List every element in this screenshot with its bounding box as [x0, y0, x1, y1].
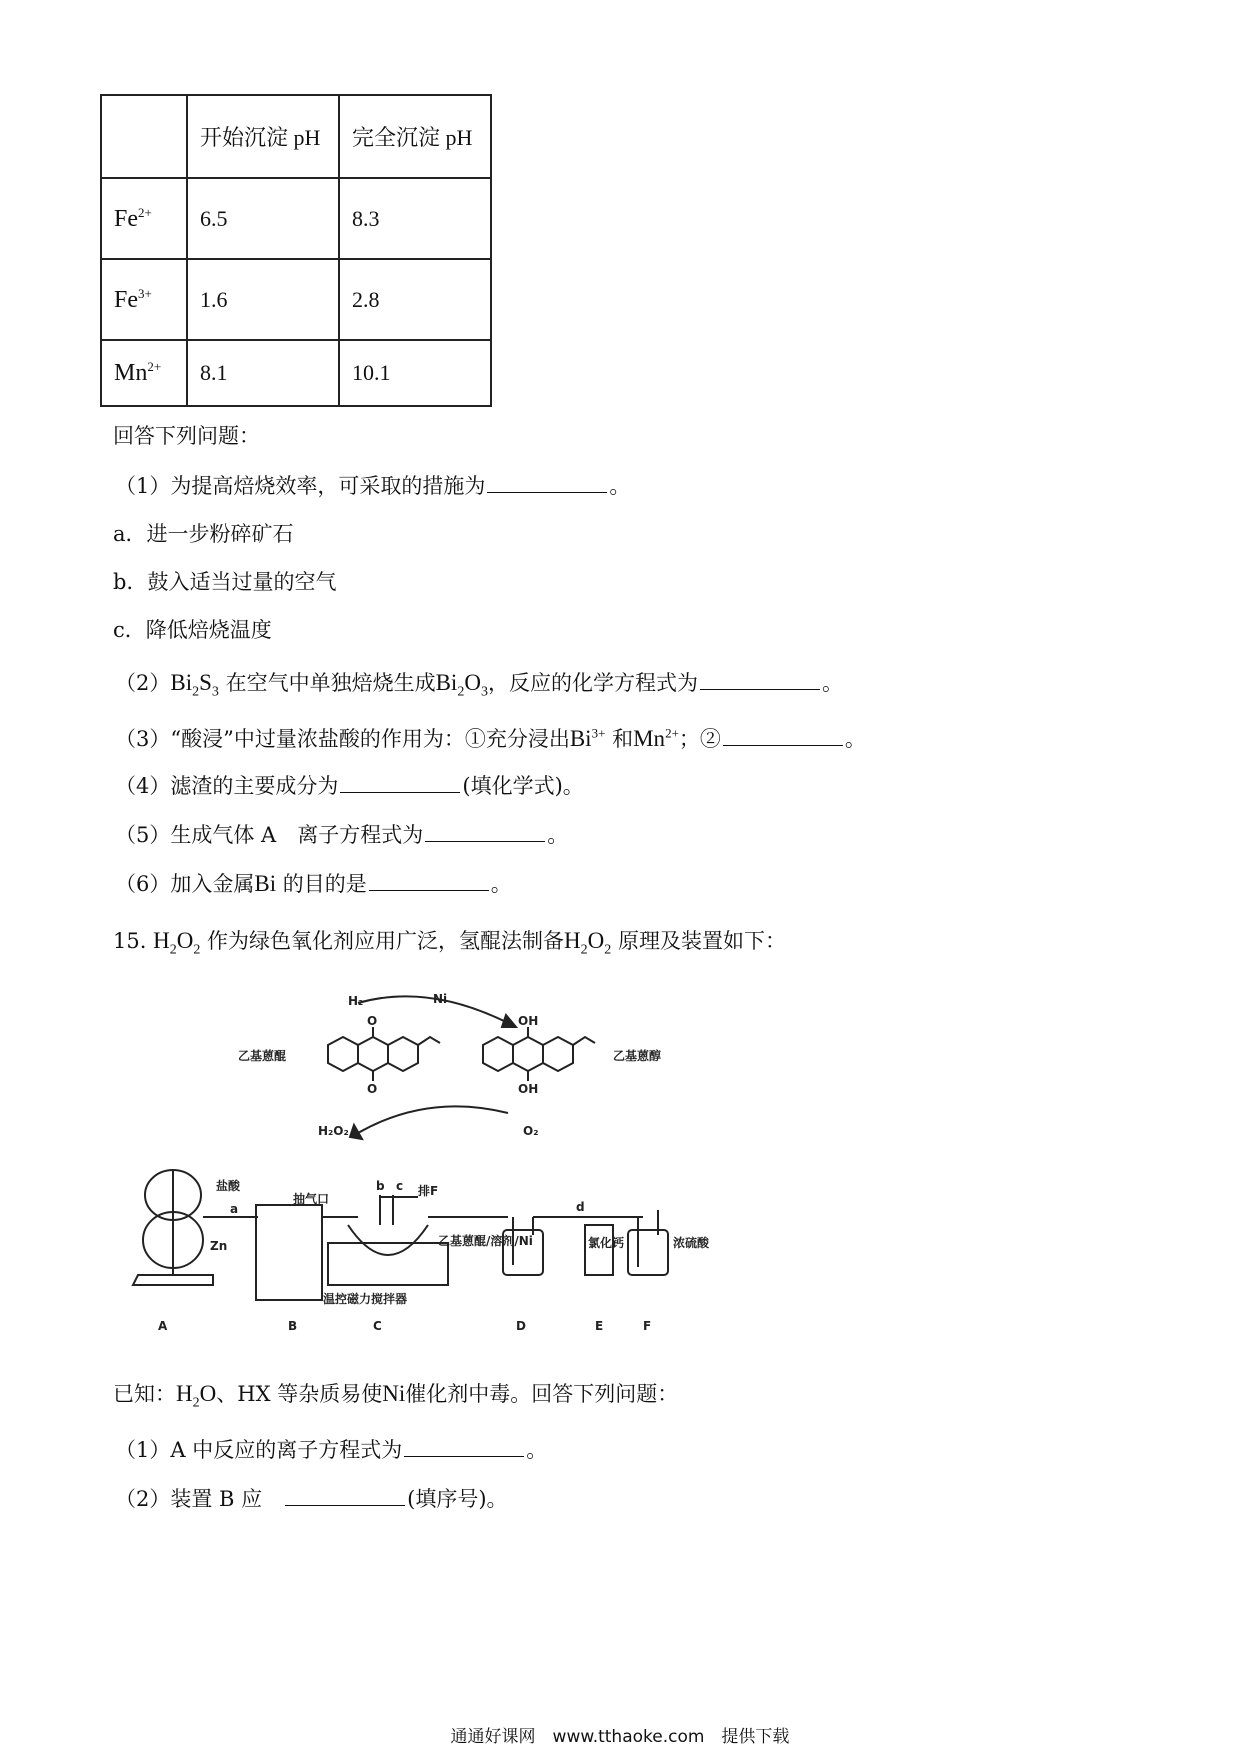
option-a: a．进一步粉碎矿石	[113, 522, 294, 546]
label-h2o2: H₂O₂	[318, 1124, 349, 1138]
answer-blank[interactable]	[369, 872, 489, 891]
question-text: （4）滤渣的主要成分为	[115, 774, 339, 798]
formula-h2o2: $H_2O_2$	[153, 928, 201, 958]
formula-bi2s3: $Bi_2S_3$	[170, 670, 219, 700]
q14-part1	[115, 470, 630, 500]
ion-cell	[101, 340, 187, 406]
answer-blank[interactable]	[404, 1438, 524, 1457]
label-f: F	[643, 1319, 652, 1333]
question-text: 催化剂中毒。回答下列问题：	[405, 1382, 679, 1406]
complete-ph-cell: 10.1	[339, 340, 491, 406]
question-text: （2）装置 B 应	[115, 1487, 284, 1511]
label-ni: Ni	[433, 992, 448, 1006]
label-right-compound: 乙基蒽醇	[613, 1049, 662, 1063]
question-text: 和	[612, 727, 634, 751]
label-f-bottle: 浓硫酸	[673, 1236, 710, 1250]
option-c: c．降低焙烧温度	[113, 618, 272, 642]
question-text: ，反应的化学方程式为	[487, 671, 698, 695]
label-d: D	[516, 1319, 526, 1333]
label-left-compound: 乙基蒽醌	[238, 1049, 287, 1063]
punctuation: 。	[490, 872, 512, 896]
q14-intro: 回答下列问题：	[113, 424, 260, 448]
punctuation: 。	[547, 823, 569, 847]
oxidation-arrow	[358, 1106, 508, 1133]
label-o2: O₂	[523, 1124, 539, 1138]
q15-known	[113, 1378, 678, 1412]
label-oh-top: OH	[518, 1014, 539, 1028]
question-text: 在空气中单独焙烧生成	[225, 671, 436, 695]
question-text: （1）为提高焙烧效率，可采取的措施为	[115, 474, 486, 498]
arrowhead	[502, 1015, 516, 1027]
label-h2: H₂	[348, 994, 364, 1008]
precipitation-ph-table	[100, 94, 492, 407]
q15-part1	[115, 1434, 547, 1464]
question-text: (填序号)。	[407, 1487, 508, 1511]
complete-ph-cell: 2.8	[339, 259, 491, 340]
formula-h2o: $H_2O$	[176, 1381, 217, 1411]
question-text: （5）生成气体 A 离子方程式为	[115, 823, 424, 847]
label-c: C	[373, 1319, 382, 1333]
question-text: (填化学式)。	[462, 774, 584, 798]
question-text: 、HX 等杂质易使	[216, 1382, 383, 1406]
q15-intro	[113, 925, 786, 959]
formula-h2o2: $H_2O_2$	[564, 928, 612, 958]
label-vent: 排F	[418, 1184, 439, 1198]
table-header-cell: 开始沉淀 pH	[187, 95, 339, 178]
complete-ph-cell: 8.3	[339, 178, 491, 259]
reaction-apparatus-figure	[118, 985, 783, 1345]
option-b: b．鼓入适当过量的空气	[113, 570, 337, 594]
table-header-cell	[101, 95, 187, 178]
punctuation: 。	[609, 474, 631, 498]
table-header-cell: 完全沉淀 pH	[339, 95, 491, 178]
table-row	[101, 340, 491, 406]
start-ph-cell: 8.1	[187, 340, 339, 406]
answer-blank[interactable]	[425, 823, 545, 842]
q14-part4	[115, 770, 584, 800]
ion-symbol: Fe	[114, 205, 138, 232]
q14-part5	[115, 819, 568, 849]
answer-blank[interactable]	[340, 774, 460, 793]
label-o-bottom: O	[367, 1082, 378, 1096]
page-footer: 通通好课网 www.tthaoke.com 提供下载	[450, 1727, 790, 1747]
question-text: ；②	[678, 727, 721, 751]
question-text: 原理及装置如下：	[617, 929, 786, 953]
question-text: 的目的是	[282, 872, 367, 896]
punctuation: 。	[821, 671, 843, 695]
label-zn: Zn	[210, 1239, 228, 1253]
answer-blank[interactable]	[285, 1487, 405, 1506]
answer-blank[interactable]	[487, 474, 607, 493]
table-row	[101, 259, 491, 340]
label-solvent: 乙基蒽醌/溶剂/Ni	[438, 1234, 533, 1248]
table-header-row	[101, 95, 491, 178]
formula-bi: Bi	[254, 871, 277, 896]
q15-part2	[115, 1483, 508, 1513]
start-ph-cell: 6.5	[187, 178, 339, 259]
ethylanthrahydroquinone-structure	[483, 1027, 595, 1081]
label-oh-bottom: OH	[518, 1082, 539, 1096]
answer-blank[interactable]	[723, 727, 843, 746]
answer-blank[interactable]	[700, 671, 820, 690]
question-number: （2）	[115, 671, 171, 695]
question-text: 已知：	[113, 1382, 176, 1406]
punctuation: 。	[844, 727, 866, 751]
label-e-bottle: 氯化钙	[588, 1236, 625, 1250]
q14-part2	[115, 667, 843, 701]
table-row	[101, 178, 491, 259]
label-o-top: O	[367, 1014, 378, 1028]
label-valve-c: c	[396, 1179, 404, 1193]
start-ph-cell: 1.6	[187, 259, 339, 340]
q14-part6	[115, 868, 512, 898]
label-valve-d: d	[576, 1200, 585, 1214]
formula-bi3-ion: $Bi^{3+}$	[569, 725, 606, 751]
label-a: A	[158, 1319, 168, 1333]
question-text: 作为绿色氧化剂应用广泛，氢醌法制备	[207, 929, 565, 953]
ion-charge: 2+	[138, 204, 152, 220]
label-exhaust-port: 抽气口	[293, 1192, 330, 1206]
label-e: E	[595, 1319, 604, 1333]
label-valve-b: b	[376, 1179, 385, 1193]
label-hcl: 盐酸	[216, 1179, 241, 1193]
ion-symbol: Mn	[114, 360, 148, 386]
question-text: （1）A 中反应的离子方程式为	[115, 1438, 403, 1462]
label-stirrer: 温控磁力搅拌器	[323, 1292, 408, 1306]
question-number: 15.	[113, 929, 147, 953]
formula-mn2-ion: $Mn^{2+}$	[633, 725, 679, 751]
question-text: （3）“酸浸”中过量浓盐酸的作用为：①充分浸出	[115, 727, 570, 751]
ion-cell	[101, 259, 187, 340]
ion-charge: 2+	[147, 359, 162, 374]
q14-part3	[115, 723, 866, 753]
punctuation: 。	[526, 1438, 548, 1462]
apparatus-f-bottle	[628, 1210, 668, 1275]
ion-symbol: Fe	[114, 286, 138, 313]
apparatus-b-container	[256, 1205, 322, 1300]
ion-charge: 3+	[138, 285, 152, 301]
label-b: B	[288, 1319, 298, 1333]
ion-cell	[101, 178, 187, 259]
formula-ni: Ni	[382, 1381, 406, 1406]
ethylanthraquinone-structure	[328, 1027, 440, 1081]
label-valve-a: a	[230, 1202, 239, 1216]
question-text: （6）加入金属	[115, 872, 255, 896]
formula-bi2o3: $Bi_2O_3$	[435, 670, 488, 700]
